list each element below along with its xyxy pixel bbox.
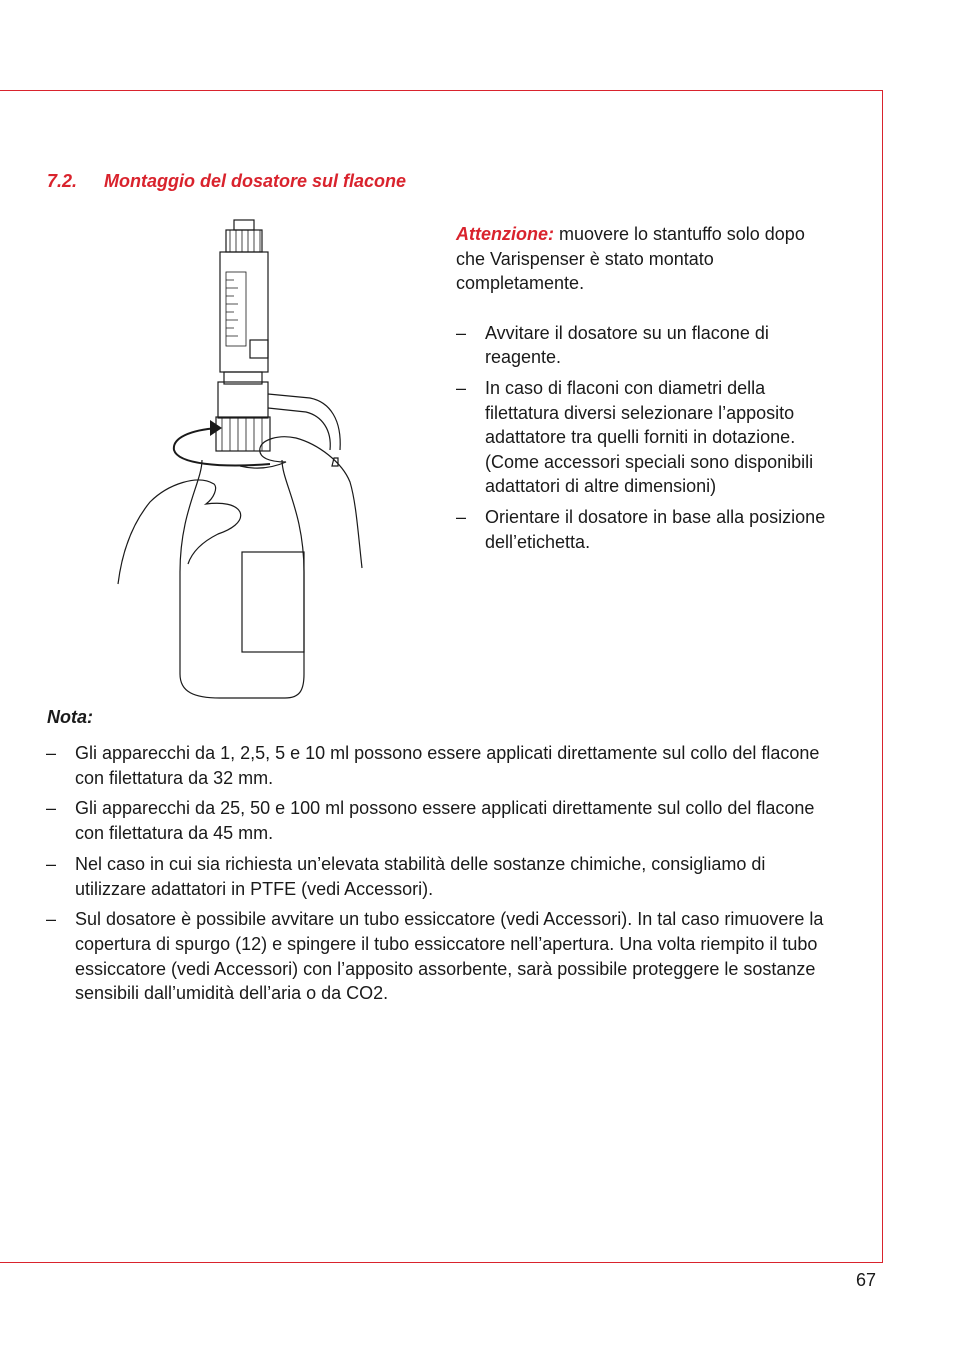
left-hand xyxy=(118,480,241,584)
attention-note xyxy=(456,222,836,296)
section-number: 7.2. xyxy=(47,171,78,191)
section-title: Montaggio del dosatore sul flacone xyxy=(104,171,407,191)
nota-heading: Nota: xyxy=(47,707,93,727)
frame-right-line xyxy=(882,90,883,1262)
list-item: – In caso di flaconi con diametri della filettatura diversi selezionare l’apposito adattatore tra quelli forniti in dotazione. (Come accessori speciali sono disponibili adattatori di altre dimensioni) xyxy=(456,376,836,499)
list-item: – Orientare il dosatore in base alla posizione dell’etichetta. xyxy=(456,505,836,554)
piston-cap xyxy=(226,230,262,252)
nota-list xyxy=(46,741,836,1012)
frame-bottom-line xyxy=(0,1262,883,1263)
discharge-tube xyxy=(268,394,340,450)
instructions-column xyxy=(456,222,836,560)
frame-top-line xyxy=(0,90,883,91)
list-item: – Nel caso in cui sia richiesta un’elevata stabilità delle sostanze chimiche, consigliamo di utilizzare adattatori in PTFE (vedi Accessori). xyxy=(46,852,836,901)
attention-label: Attenzione: xyxy=(456,224,554,244)
list-item-continuation: (Come accessori speciali sono disponibili adattatori di altre dimensioni) xyxy=(485,451,814,497)
dispenser-mounting-illustration xyxy=(110,212,370,702)
right-hand xyxy=(240,437,362,568)
list-item: – Avvitare il dosatore su un flacone di reagente. xyxy=(456,321,836,370)
steps-list xyxy=(456,321,836,554)
list-item: – Gli apparecchi da 25, 50 e 100 ml possono essere applicati direttamente sul collo del flacone con filettatura da 45 mm. xyxy=(46,796,836,845)
attention-text: muovere lo stantuffo solo dopo che Varispenser è stato montato completamente. xyxy=(456,224,805,294)
valve-block xyxy=(218,382,268,418)
list-item: – Gli apparecchi da 1, 2,5, 5 e 10 ml possono essere applicati direttamente sul collo del flacone con filettatura da 32 mm. xyxy=(46,741,836,790)
page-number: 67 xyxy=(856,1270,877,1290)
section-heading xyxy=(47,171,406,192)
list-item: – Sul dosatore è possibile avvitare un tubo essiccatore (vedi Accessori). In tal caso rimuovere la copertura di spurgo (12) e spingere il tubo essiccatore nell’apertura. Una volta riempito il tubo essiccatore (vedi Accessori) con l’apposito assorbente, sarà possibile proteggere le sostanze sensibili dall’umidità dell’aria o da CO2. xyxy=(46,907,836,1006)
bottle-label xyxy=(242,552,304,652)
